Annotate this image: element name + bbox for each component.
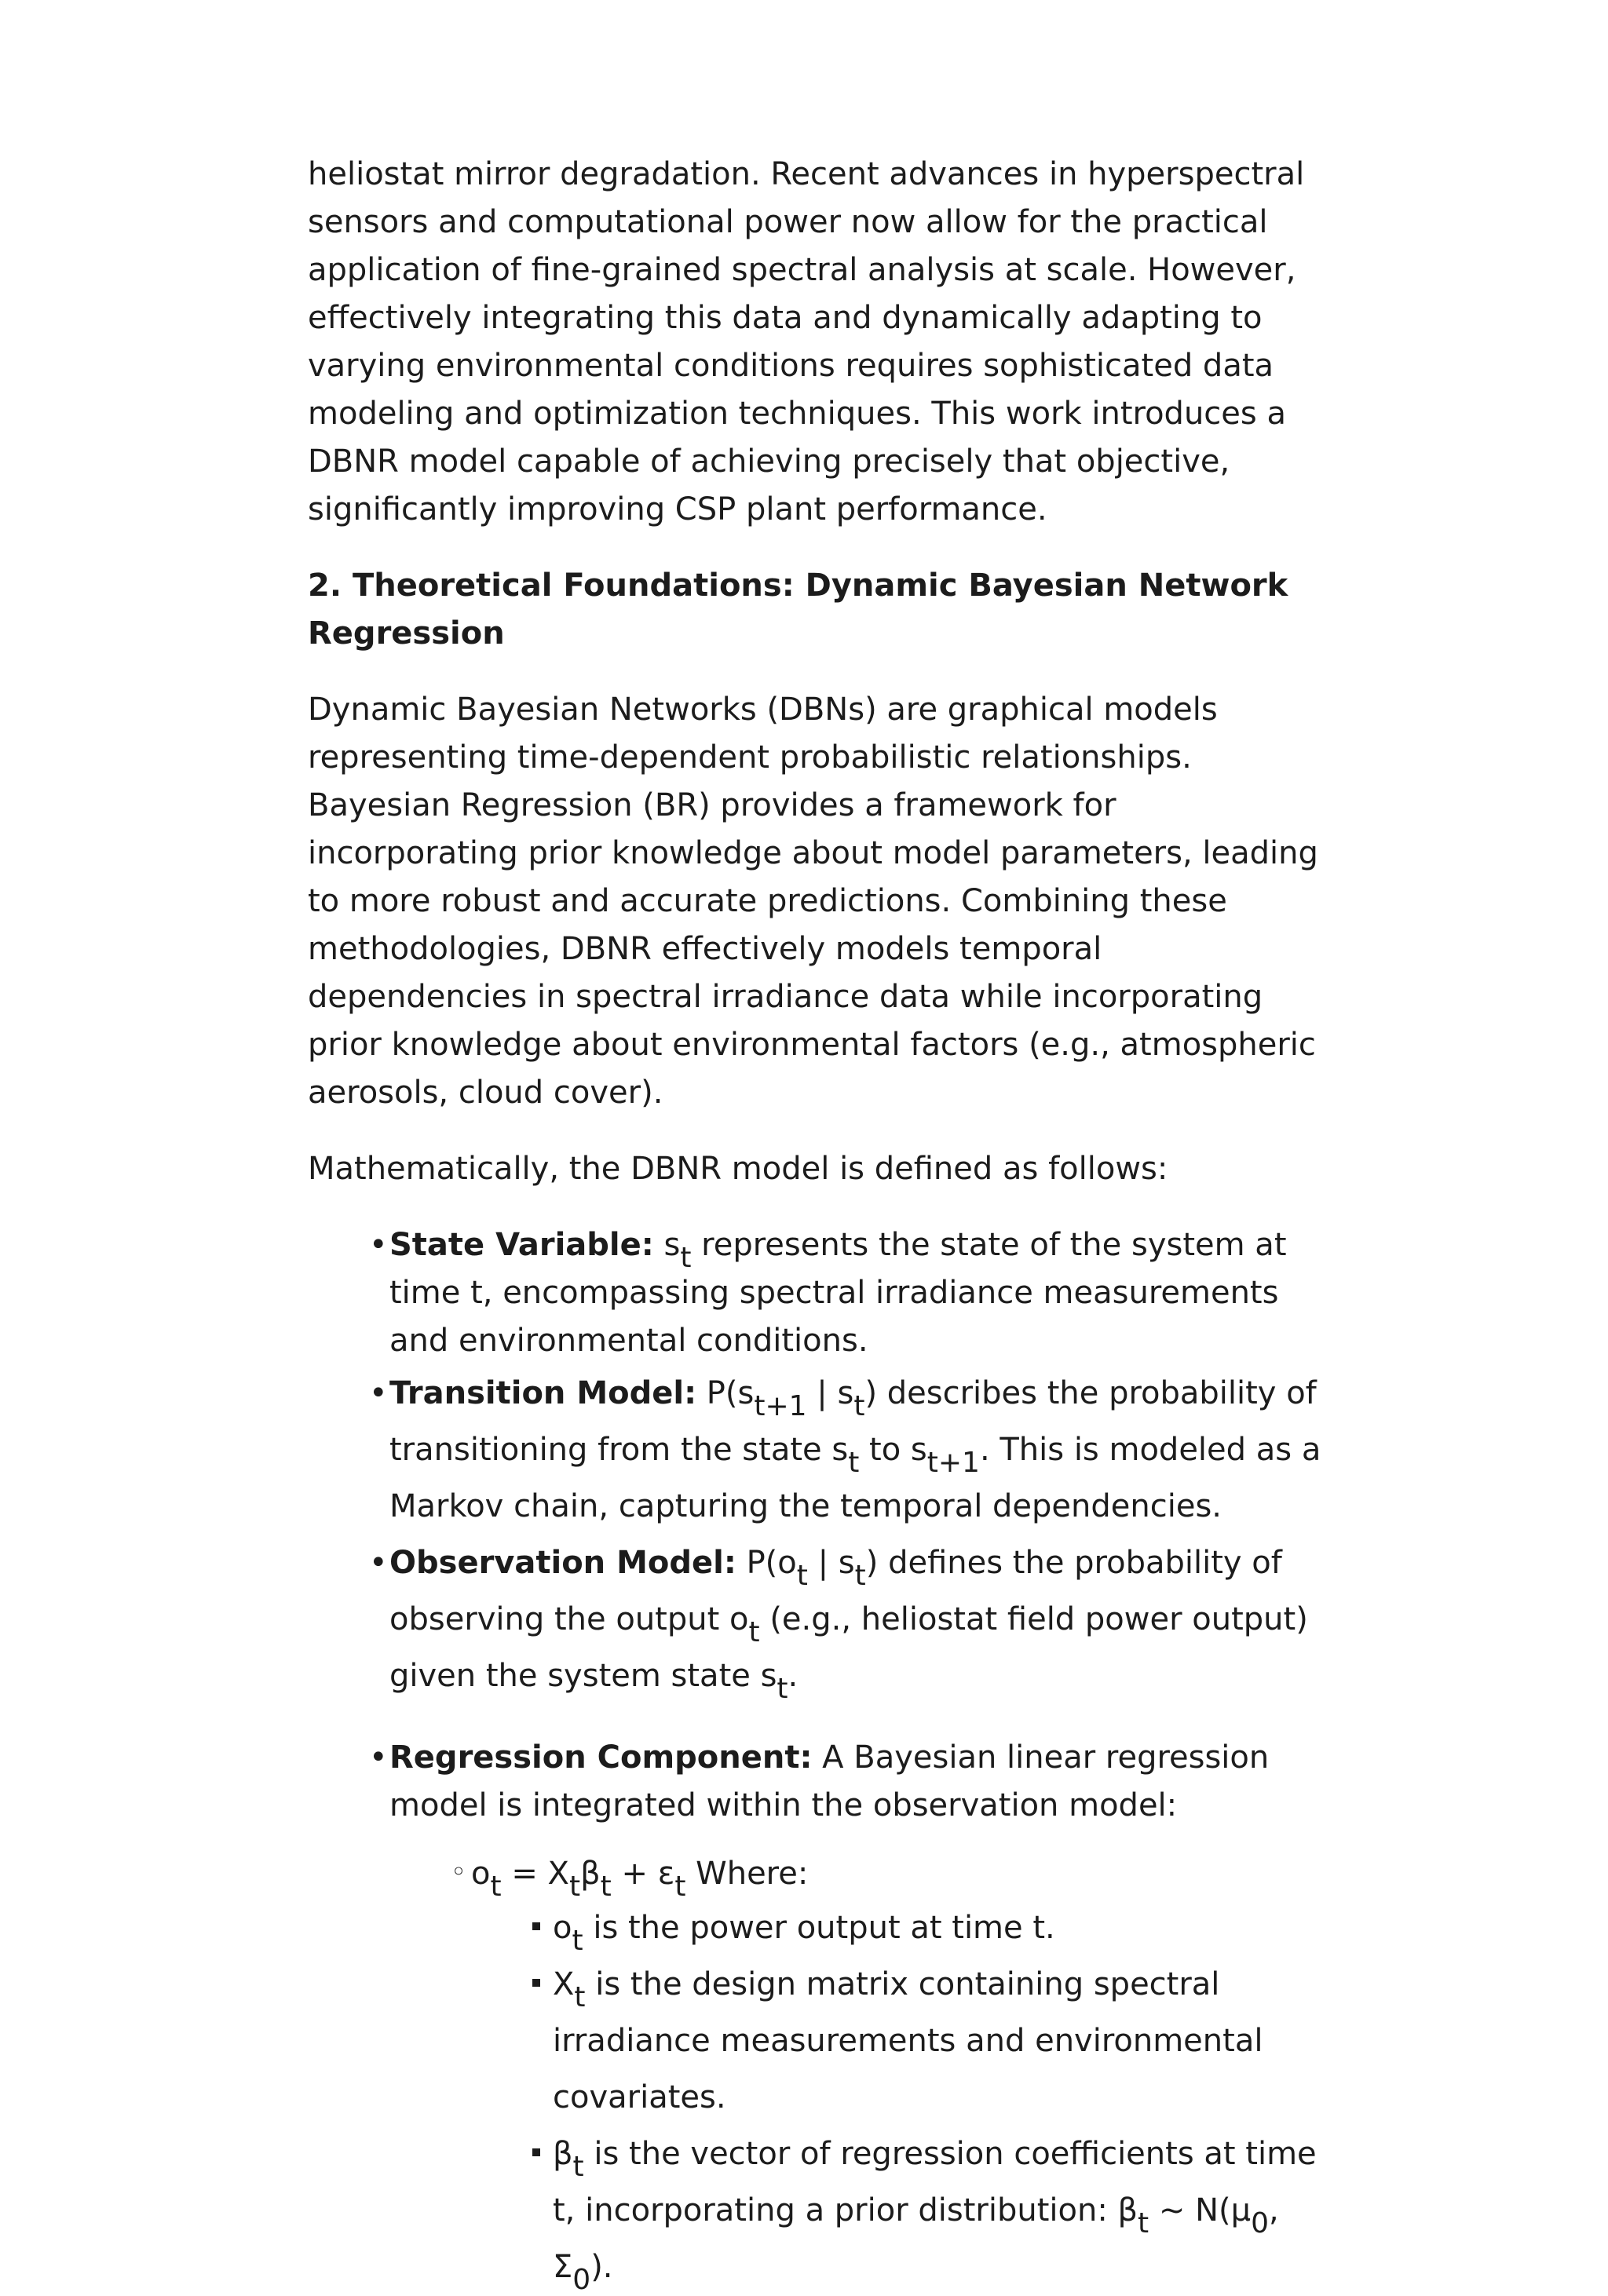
- dbn-paragraph: Dynamic Bayesian Networks (DBNs) are graphical models representing time-dependent probabilistic relationships. Bayesian Regression (BR) provides a framework for incorporating prior knowledge about model parameters, leading to more robust and accurate predictions. Combining these methodologies, DBNR effectively models temporal dependencies in spectral irradiance data while incorporating prior knowledge about environmental factors (e.g., atmospheric aerosols, cloud cover).: [308, 692, 1318, 1111]
- bullet-transition-model: • Transition Model: $P(s_{t+1}$ | $s_t$) describes the probability of transitioning from the state $s_t$ to $s_{t+1}$. This is modeled as a Markov chain, capturing the temporal dependencies.: [369, 1365, 1328, 1535]
- bullet-state-variable: • State Variable: $s_t$ represents the state of the system at time t, encompassing spectral irradiance measurements and environmental conditions.: [369, 1221, 1328, 1365]
- regression-label: Regression Component:: [389, 1739, 813, 1776]
- definition-coefficients: $\beta_t$ is the vector of regression coefficients at time t, incorporating a prior distribution: $\beta_t$ ~ $N(\mu_0$, $\Sigma_0$).: [532, 2126, 1328, 2295]
- state-label: State Variable:: [389, 1227, 654, 1263]
- section-heading: 2. Theoretical Foundations: Dynamic Bayesian Network Regression: [308, 568, 1288, 652]
- transition-label: Transition Model:: [389, 1375, 697, 1411]
- equation-list: [389, 1850, 1328, 2295]
- bullet-regression-component: • Regression Component: A Bayesian linear regression model is integrated within the observation model: ◦ $o_t = X_t\beta_t + \varepsilon_t$ Where: $o_t$ is the power output at time t. $X_t$ is the design matrix containing spectral irradiance measurements and environmental covariates. $\beta_t$ is the vector of regression coefficients at time t, incorporating a prior distribution: $\beta_t$ ~ $N(\mu_0$, $\Sigma_0$).: [369, 1734, 1328, 2295]
- document-page: [308, 151, 1328, 2295]
- bullet-observation-model: • Observation Model: $P(o_t$ | $s_t$) defines the probability of observing the output $o_t$ (e.g., heliostat field power output) given the system state $s_t$.: [369, 1535, 1328, 1704]
- definition-design-matrix: $X_t$ is the design matrix containing spectral irradiance measurements and environmental covariates.: [532, 1956, 1328, 2126]
- intro-paragraph: heliostat mirror degradation. Recent advances in hyperspectral sensors and computational power now allow for the practical application of fine-grained spectral analysis at scale. However, effectively integrating this data and dynamically adapting to varying environmental conditions requires sophisticated data modeling and optimization techniques. This work introduces a DBNR model capable of achieving precisely that objective, significantly improving CSP plant performance.: [308, 156, 1305, 527]
- definition-list: [471, 1900, 1328, 2295]
- definition-intro: Mathematically, the DBNR model is defined as follows:: [308, 1151, 1168, 1187]
- regression-equation: ◦ $o_t = X_t\beta_t + \varepsilon_t$ Where: $o_t$ is the power output at time t. $X_t$ is the design matrix containing spectral irradiance measurements and environmental covariates. $\beta_t$ is the vector of regression coefficients at time t, incorporating a prior distribution: $\beta_t$ ~ $N(\mu_0$, $\Sigma_0$).: [451, 1850, 1328, 2295]
- model-bullet-list: [308, 1221, 1328, 2295]
- observation-label: Observation Model:: [389, 1545, 736, 1581]
- definition-output: $o_t$ is the power output at time t.: [532, 1900, 1328, 1956]
